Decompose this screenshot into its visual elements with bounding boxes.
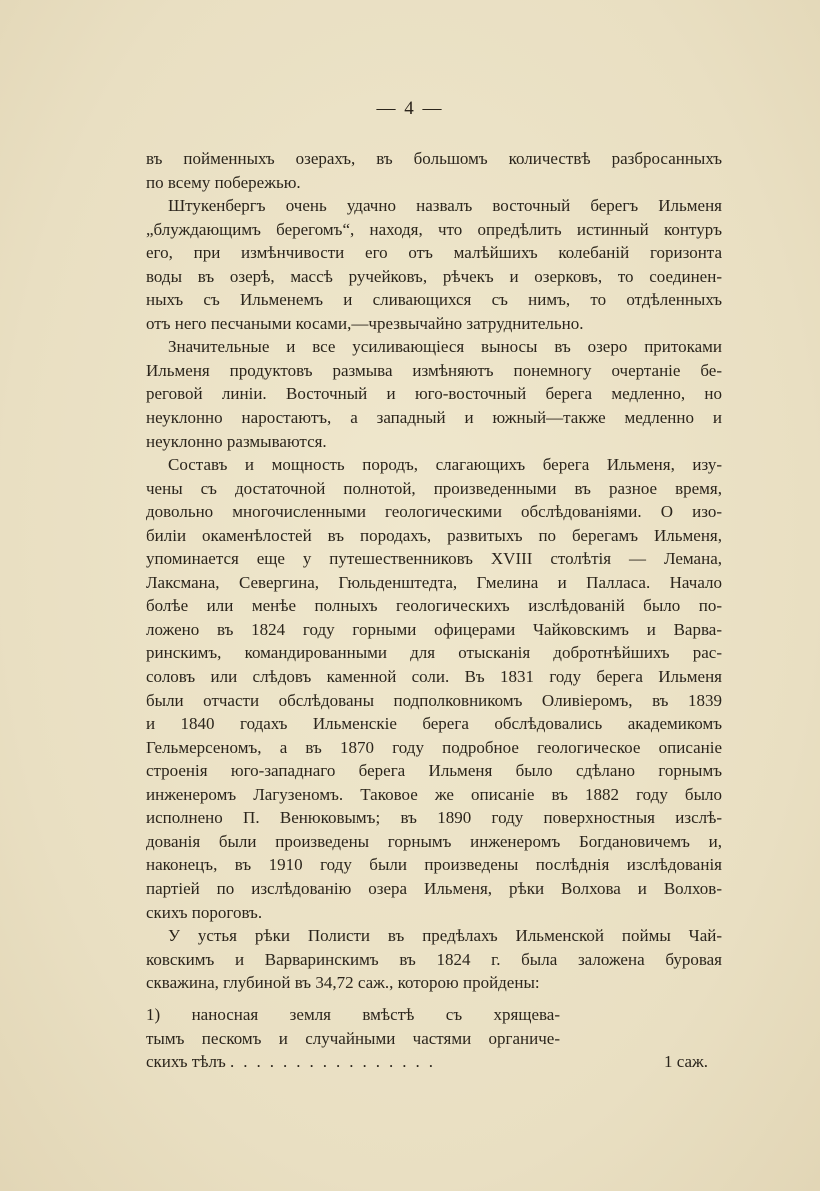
text-line: партіей по изслѣдованію озера Ильменя, рѣки Волхова и Волхов- bbox=[146, 878, 722, 898]
dot-leader: ................ bbox=[229, 1052, 442, 1072]
text-line: соловъ или слѣдовъ каменной соли. Въ 1831 году берега Ильменя bbox=[146, 667, 722, 687]
text-line: неуклонно наростаютъ, а западный и южный—также медленно и bbox=[146, 408, 722, 428]
text-line: Составъ и мощность породъ, слагающихъ берега Ильменя, изу- bbox=[168, 455, 722, 475]
text-line: ныхъ съ Ильменемъ и сливающихся съ нимъ, то отдѣленныхъ bbox=[146, 290, 722, 310]
text-line: болѣе или менѣе полныхъ геологическихъ изслѣдованій было по- bbox=[146, 596, 722, 616]
text-line: его, при измѣнчивости его отъ малѣйшихъ колебаній горизонта bbox=[146, 243, 722, 263]
text-line: въ пойменныхъ озерахъ, въ большомъ количествѣ разбросанныхъ bbox=[146, 149, 722, 168]
text-line: скважина, глубиной въ 34,72 саж., которою пройдены: bbox=[146, 973, 540, 993]
text-line: дованія были произведены горнымъ инженеромъ Богдановичемъ и, bbox=[146, 831, 722, 851]
text-line: ковскимъ и Варваринскимъ въ 1824 г. была заложена буровая bbox=[146, 949, 722, 969]
text-line: скихъ пороговъ. bbox=[146, 902, 263, 922]
text-line: У устья рѣки Полисти въ предѣлахъ Ильменской поймы Чай- bbox=[168, 926, 722, 946]
list-item-amount: 1 саж. bbox=[663, 1052, 708, 1072]
text-line: Ильменя продуктовъ размыва измѣняютъ понемногу очертаніе бе- bbox=[146, 360, 722, 380]
list-item-last-row bbox=[146, 1050, 722, 1074]
text-line: строенія юго-западнаго берега Ильменя было сдѣлано горнымъ bbox=[146, 761, 722, 781]
text-line: ринскимъ, командированными для отысканія добротнѣйшихъ рас- bbox=[146, 643, 722, 663]
page-number: — 4 — bbox=[376, 98, 444, 119]
text-line: Гельмерсеномъ, а въ 1870 году подробное геологическое описаніе bbox=[146, 737, 722, 757]
text-line: чены съ достаточной полнотой, произведенными въ разное время, bbox=[146, 478, 722, 498]
paragraph bbox=[146, 147, 722, 194]
text-line: инженеромъ Лагузеномъ. Таковое же описаніе въ 1882 году было bbox=[146, 784, 722, 804]
text-line: „блуждающимъ берегомъ“, находя, что опредѣлить истинный контуръ bbox=[146, 219, 722, 239]
text-line: были отчасти обслѣдованы подполковникомъ Оливіеромъ, въ 1839 bbox=[146, 690, 722, 710]
text-line: неуклонно размываются. bbox=[146, 431, 327, 451]
text-line: упоминается еще у путешественниковъ XVIII столѣтія — Лемана, bbox=[146, 549, 722, 569]
paragraph bbox=[146, 335, 722, 453]
list-item-line: тымъ пескомъ и случайными частями органиче- bbox=[146, 1028, 560, 1048]
list-item-line: скихъ тѣлъ bbox=[146, 1052, 226, 1072]
text-line: Штукенбергъ очень удачно назвалъ восточный берегъ Ильменя bbox=[168, 196, 722, 216]
text-line: отъ него песчаными косами,—чрезвычайно затруднительно. bbox=[146, 313, 584, 333]
text-line: Значительные и все усиливающіеся выносы въ озеро притоками bbox=[168, 337, 722, 357]
list-item bbox=[146, 1003, 722, 1074]
text-line: воды въ озерѣ, массѣ ручейковъ, рѣчекъ и озерковъ, то соединен- bbox=[146, 266, 722, 286]
paragraph bbox=[146, 924, 722, 995]
text-line: исполнено П. Венюковымъ; въ 1890 году поверхностныя изслѣ- bbox=[146, 808, 722, 828]
paragraph bbox=[146, 453, 722, 924]
text-line: наконецъ, въ 1910 году были произведены послѣднія изслѣдованія bbox=[146, 855, 722, 875]
text-line: Лаксмана, Севергина, Гюльденштедта, Гмелина и Палласа. Начало bbox=[146, 572, 722, 592]
text-line: по всему побережью. bbox=[146, 172, 301, 192]
list-item-line: 1) наносная земля вмѣстѣ съ хрящева- bbox=[146, 1005, 560, 1024]
text-line: довольно многочисленными геологическими обслѣдованіями. О изо- bbox=[146, 502, 722, 522]
text-line: реговой линіи. Восточный и юго-восточный берега медленно, но bbox=[146, 384, 722, 404]
list-item-line-wrap bbox=[146, 1050, 560, 1074]
text-line: биліи окаменѣлостей въ породахъ, развитыхъ по берегамъ Ильменя, bbox=[146, 525, 722, 545]
body-text bbox=[146, 147, 722, 995]
text-line: ложено въ 1824 году горными офицерами Чайковскимъ и Варва- bbox=[146, 619, 722, 639]
paragraph bbox=[146, 194, 722, 335]
text-line: и 1840 годахъ Ильменскіе берега обслѣдовались академикомъ bbox=[146, 714, 722, 734]
